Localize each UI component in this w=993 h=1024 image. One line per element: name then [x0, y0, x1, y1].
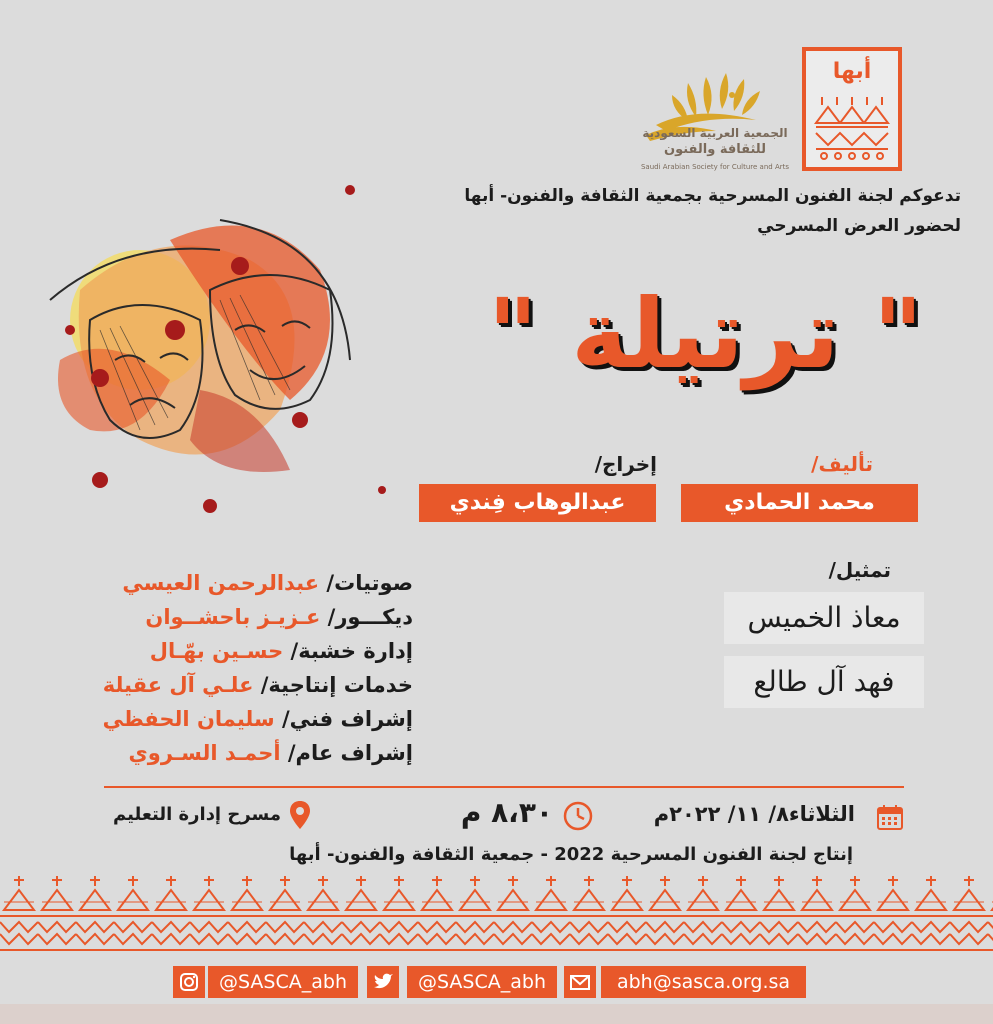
abha-pattern-icon — [812, 93, 892, 163]
decorative-pattern-band — [0, 872, 993, 956]
production-credit: إنتاج لجنة الفنون المسرحية 2022 - جمعية الثقافة والفنون- أبها — [289, 844, 853, 865]
crew-credits-list — [93, 566, 413, 770]
crew-credit — [93, 634, 413, 668]
play-title: " ترتيلة " — [487, 278, 923, 390]
twitter-handle-link[interactable]: @SASCA_abh — [407, 966, 557, 998]
abha-logo-word: أبها — [832, 59, 872, 84]
divider — [104, 786, 904, 788]
director-name: عبدالوهاب فِندي — [419, 484, 656, 522]
crew-name: عبدالرحمن العيسي — [122, 571, 320, 595]
crew-credit — [93, 668, 413, 702]
crew-role: خدمات إنتاجية/ — [260, 673, 413, 697]
crew-role: إدارة خشبة/ — [290, 639, 413, 663]
author-name: محمد الحمادي — [681, 484, 918, 522]
society-name-english: Saudi Arabian Society for Culture and Arts — [640, 163, 790, 171]
abha-logo — [802, 47, 902, 171]
author-label: تأليف/ — [811, 452, 873, 476]
theatre-masks-illustration — [20, 180, 420, 520]
calendar-icon — [876, 803, 904, 831]
email-link[interactable]: abh@sasca.org.sa — [601, 966, 806, 998]
crew-name: حسـين بهّـال — [149, 639, 284, 663]
event-date: الثلاثاء٨/ ١١/ ٢٠٢٢م — [653, 802, 855, 826]
bottom-strip — [0, 1004, 993, 1024]
society-name-line1: الجمعية العربية السعودية — [642, 126, 788, 140]
invitation-line-1: تدعوكم لجنة الفنون المسرحية بجمعية الثقافة والفنون- أبها — [464, 186, 961, 206]
event-time: ٨،٣٠ م — [460, 796, 553, 829]
crew-credit — [93, 566, 413, 600]
crew-credit — [93, 702, 413, 736]
crew-name: علـي آل عقيلة — [102, 673, 254, 697]
sasca-logo-icon — [636, 40, 786, 180]
location-pin-icon — [288, 800, 312, 830]
twitter-icon[interactable] — [367, 966, 399, 998]
cast-label: تمثيل/ — [828, 558, 891, 582]
director-label: إخراج/ — [594, 452, 657, 476]
clock-icon — [562, 800, 594, 832]
email-icon[interactable] — [564, 966, 596, 998]
crew-credit — [93, 600, 413, 634]
invitation-line-2: لحضور العرض المسرحي — [757, 216, 961, 236]
crew-name: أحمـد السـروي — [128, 741, 281, 765]
crew-role: إشراف فني/ — [281, 707, 413, 731]
crew-role: إشراف عام/ — [287, 741, 413, 765]
crew-role: صوتيات/ — [326, 571, 413, 595]
instagram-handle-link[interactable]: @SASCA_abh — [208, 966, 358, 998]
crew-name: عـزيـز باحشــوان — [145, 605, 321, 629]
crew-credit — [93, 736, 413, 770]
event-venue: مسرح إدارة التعليم — [113, 804, 281, 825]
society-name-line2: للثقافة والفنون — [664, 142, 766, 157]
crew-role: ديكـــور/ — [327, 605, 413, 629]
crew-name: سليمان الحفظي — [102, 707, 275, 731]
cast-member: معاذ الخميس — [724, 592, 924, 644]
instagram-icon[interactable] — [173, 966, 205, 998]
cast-member: فهد آل طالع — [724, 656, 924, 708]
